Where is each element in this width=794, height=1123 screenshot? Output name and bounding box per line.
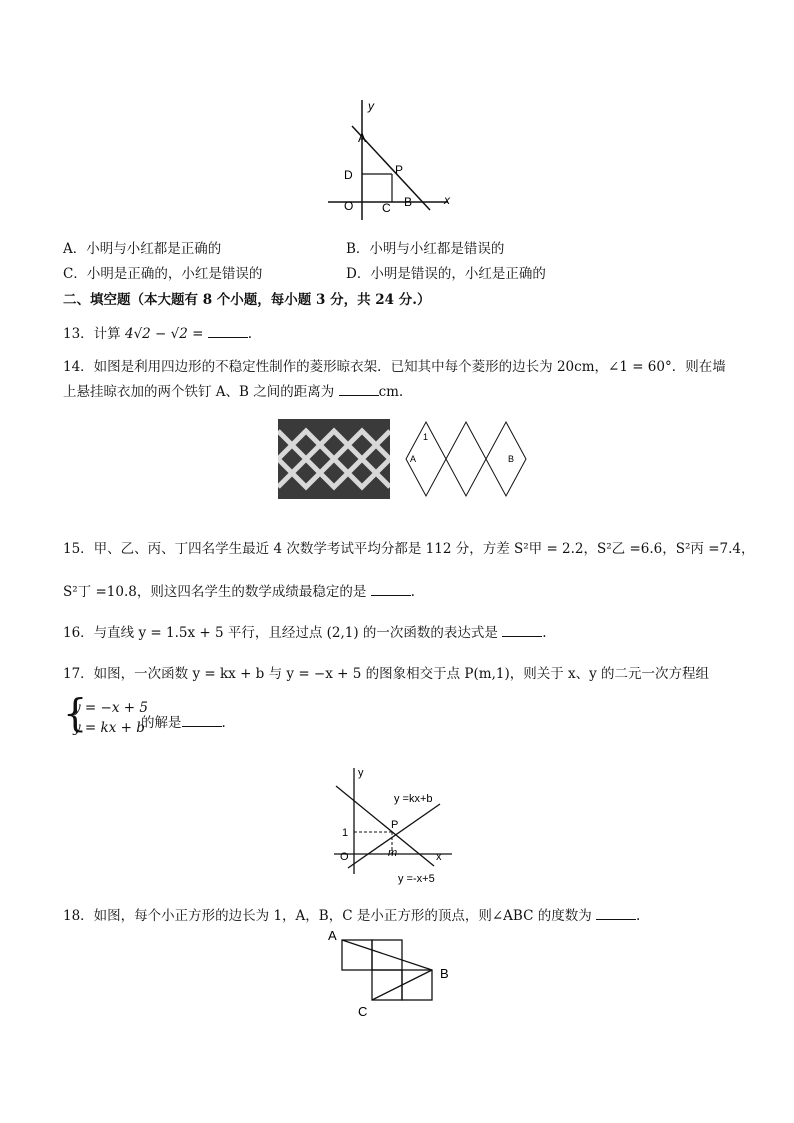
- q18-text: 18．如图，每个小正方形的边长为 1，A，B，C 是小正方形的顶点，则∠ABC 的度数为: [63, 908, 592, 924]
- fig18-B: B: [440, 966, 449, 981]
- fig12-B: B: [404, 195, 413, 209]
- q14-unit: cm.: [378, 384, 404, 400]
- q13-suffix: .: [247, 326, 253, 342]
- fig17-P: P: [391, 819, 399, 831]
- fig12-O: O: [344, 199, 354, 213]
- option-c: C．小明是正确的，小红是错误的: [63, 266, 263, 282]
- fig17-1: 1: [342, 827, 349, 839]
- fig12-C: C: [382, 201, 391, 215]
- question-15-line1: 15．甲、乙、丙、丁四名学生最近 4 次数学考试平均分都是 112 分，方差 S²甲 = 2.2，S²乙 =6.6，S²丙 =7.4，: [63, 541, 755, 557]
- option-d: D．小明是错误的，小红是正确的: [346, 266, 546, 282]
- q14-diagram: [404, 420, 528, 498]
- option-a: A．小明与小红都是正确的: [63, 241, 222, 257]
- q17-eq2: y = kx + b: [73, 720, 145, 736]
- question-16: [63, 621, 547, 641]
- q14-text: 上悬挂晾衣加的两个铁钉 A、B 之间的距离为: [63, 384, 335, 400]
- q17-rest: 的解是 .: [141, 715, 226, 731]
- q18-answer-blank[interactable]: [596, 907, 636, 920]
- q13-expr: 4√2 − √2 =: [124, 326, 204, 342]
- question-18: [63, 904, 640, 924]
- q14-photo: [278, 419, 390, 499]
- fig12-D: D: [344, 168, 353, 182]
- q15-text: S²丁 =10.8，则这四名学生的数学成绩最稳定的是: [63, 584, 367, 600]
- fig17-x: x: [436, 851, 442, 863]
- question-14-line2: [63, 380, 403, 400]
- fig14-1: 1: [423, 432, 429, 442]
- q17-brace: {: [63, 691, 88, 735]
- q17-equation-system: [63, 691, 263, 744]
- question-15-line2: [63, 580, 415, 600]
- q15-answer-blank[interactable]: [371, 583, 411, 596]
- option-b: B．小明与小红都是错误的: [346, 241, 505, 257]
- q17-answer-blank[interactable]: [182, 714, 222, 727]
- fig17-line2-label: y =-x+5: [398, 873, 435, 885]
- fig17-y: y: [358, 767, 364, 779]
- fig14-B: B: [508, 454, 515, 464]
- q16-suffix: .: [542, 625, 547, 641]
- fig12-x: x: [444, 193, 450, 207]
- q12-figure: [318, 92, 458, 224]
- section-heading: 二、填空题（本大题有 8 个小题，每小题 3 分，共 24 分.）: [63, 292, 431, 308]
- fig14-A: A: [410, 454, 417, 464]
- question-17-line1: 17．如图，一次函数 y = kx + b 与 y = −x + 5 的图象相交于点 P(m,1)，则关于 x、y 的二元一次方程组: [63, 666, 710, 682]
- q16-answer-blank[interactable]: [502, 624, 542, 637]
- q14-answer-blank[interactable]: [339, 383, 379, 396]
- q18-figure: [326, 926, 460, 1022]
- fig18-C: C: [358, 1004, 368, 1019]
- question-13: [63, 322, 252, 342]
- fig12-y: y: [368, 99, 374, 113]
- question-14-line1: 14．如图是利用四边形的不稳定性制作的菱形晾衣架．已知其中每个菱形的边长为 20cm，∠1 = 60°．则在墙: [63, 359, 726, 375]
- q15-suffix: .: [410, 584, 415, 600]
- fig17-O: O: [340, 851, 349, 863]
- fig12-P: P: [395, 163, 404, 177]
- fig18-A: A: [328, 928, 337, 943]
- q18-suffix: .: [636, 908, 641, 924]
- fig17-m: m: [388, 847, 398, 859]
- q13-answer-blank[interactable]: [208, 325, 248, 338]
- q17-eq1: y = −x + 5: [73, 700, 148, 716]
- q13-prefix: 13．计算: [63, 326, 121, 342]
- q17-figure: [330, 764, 460, 886]
- fig17-line1-label: y =kx+b: [394, 793, 433, 805]
- q16-text: 16．与直线 y = 1.5x + 5 平行，且经过点 (2,1) 的一次函数的表达式是: [63, 625, 498, 641]
- fig12-A: A: [358, 131, 367, 145]
